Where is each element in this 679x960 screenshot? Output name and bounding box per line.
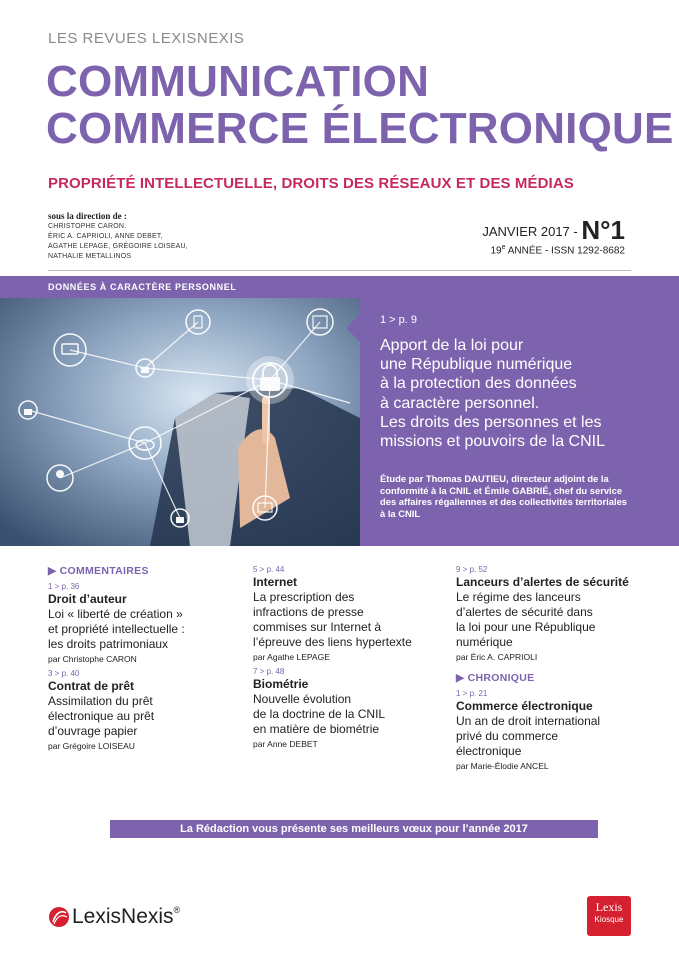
kiosque-line2: Kiosque [594,915,624,924]
article-desc [48,694,228,739]
article-title: Commerce électronique [456,699,593,713]
article-desc-line: la loi pour une République [456,620,596,634]
column-2 [253,560,443,749]
hero-illustration [0,298,360,546]
feature-title-line: Apport de la loi pour [380,337,524,354]
feature-title-line: Les droits des personnes et les [380,413,602,431]
logo-text: LexisNexis [72,905,174,928]
issue-year-rest: ANNÉE - ISSN 1292-8682 [505,245,625,257]
article [456,565,646,662]
kiosque-line1: Lexis [595,900,623,914]
article-desc-line: les droits patrimoniaux [48,637,169,651]
article-author: par Agathe LEPAGE [253,652,330,662]
section-band-label: DONNÉES À CARACTÈRE PERSONNEL [48,282,237,292]
article-desc-line: d’alertes de sécurité dans [456,605,593,619]
journal-title-line2: COMMERCE ÉLECTRONIQUE [46,104,674,153]
feature-author-line: Étude par Thomas DAUTIEU, directeur adjoint de la [380,473,609,484]
triangle-right-icon: ▶ [456,672,468,684]
feature-title [380,336,670,451]
article-desc-line: Assimilation du prêt [48,694,153,708]
panel-pointer [346,314,360,342]
series-name: LES REVUES LEXISNEXIS [48,30,245,47]
article-desc [456,590,646,650]
column-1 [48,565,228,751]
article-desc [253,590,443,650]
article-desc-line: et propriété intellectuelle : [48,622,185,636]
lexis-kiosque-badge [587,896,631,936]
direction-label: sous la direction de : [48,211,127,221]
article-desc-line: l’épreuve des liens hypertexte [253,635,412,649]
article-desc-line: numérique [456,635,513,649]
article-title: Biométrie [253,677,309,691]
triangle-right-icon: ▶ [48,565,60,577]
article-author: par Grégoire LOISEAU [48,741,135,751]
article-title: Droit d’auteur [48,592,127,606]
issue-year-num: 19 [490,245,502,257]
article-desc-line: Loi « liberté de création » [48,607,183,621]
article-author: par Marie-Élodie ANCEL [456,761,549,771]
article [253,565,443,662]
article-desc-line: électronique [456,744,522,758]
article-desc [253,692,443,737]
article-desc-line: Nouvelle évolution [253,692,352,706]
feature-author-line: conformité à la CNIL et Émile GABRIÉ, chef du service [380,484,623,496]
direction-name: AGATHE LEPAGE, GRÉGOIRE LOISEAU, [48,243,188,250]
feature-ref: 1 > p. 9 [380,314,418,326]
article-title: Internet [253,575,298,589]
greetings-banner: La Rédaction vous présente ses meilleurs vœux pour l’année 2017 [110,820,598,838]
article-desc-line: La prescription des [253,590,355,604]
article-author: par Anne DEBET [253,739,318,749]
article-desc-line: électronique au prêt [48,709,155,723]
article-title: Contrat de prêt [48,679,135,693]
article [48,669,228,751]
lexisnexis-logo [72,905,180,929]
journal-title-line1: COMMUNICATION [46,57,430,106]
feature-author-line: des affaires régaliennes et des collectivités territoriales [380,496,627,508]
article-ref: 1 > p. 36 [48,582,80,591]
article-ref: 1 > p. 21 [456,689,488,698]
lexisnexis-logo-icon [48,906,70,933]
article-desc-line: en matière de biométrie [253,722,380,736]
header-divider [48,270,631,271]
issue-number: N°1 [581,215,625,245]
hero-image [0,298,360,546]
article-desc-line: infractions de presse [253,605,364,619]
article-desc-line: privé du commerce [456,729,559,743]
feature-title-line: à la protection des données [380,375,577,393]
article-author: par Éric A. CAPRIOLI [456,652,538,662]
column-3 [456,560,646,771]
article-desc [456,714,646,759]
article [456,689,646,771]
article-desc-line: d’ouvrage papier [48,724,138,738]
feature-author-line: à la CNIL [380,507,421,519]
article-desc [48,607,228,652]
article-title: Lanceurs d’alertes de sécurité [456,575,629,589]
feature-title-line: une République numérique [380,356,573,374]
direction-name: NATHALIE METALLINOS [48,253,132,260]
article-author: par Christophe CARON [48,654,137,664]
direction-names [48,222,188,262]
feature-author [380,473,650,519]
logo-mark: ® [173,905,181,915]
direction-name: CHRISTOPHE CARON. [48,223,127,230]
article-desc-line: Le régime des lanceurs [456,590,581,604]
feature-title-line: à caractère personnel. [380,394,540,412]
article-ref: 9 > p. 52 [456,565,488,574]
issue-year-sup: e [501,244,506,251]
article-desc-line: Un an de droit international [456,714,601,728]
article-desc-line: de la doctrine de la CNIL [253,707,386,721]
article [253,667,443,749]
issue-date: JANVIER 2017 - [482,224,582,239]
feature-title-line: missions et pouvoirs de la CNIL [380,433,605,451]
journal-subtitle: PROPRIÉTÉ INTELLECTUELLE, DROITS DES RÉSEAUX ET DES MÉDIAS [48,175,574,192]
issue-year [490,244,625,256]
section-commentaires: ▶ COMMENTAIRES [48,565,149,577]
section-chronique: ▶ CHRONIQUE [456,672,535,684]
article-desc-line: commises sur Internet à [253,620,382,634]
direction-name: ÉRIC A. CAPRIOLI, ANNE DEBET, [48,233,163,240]
article-ref: 7 > p. 48 [253,667,285,676]
article [48,582,228,664]
article-ref: 5 > p. 44 [253,565,285,574]
issue-info [482,215,625,246]
article-ref: 3 > p. 40 [48,669,80,678]
